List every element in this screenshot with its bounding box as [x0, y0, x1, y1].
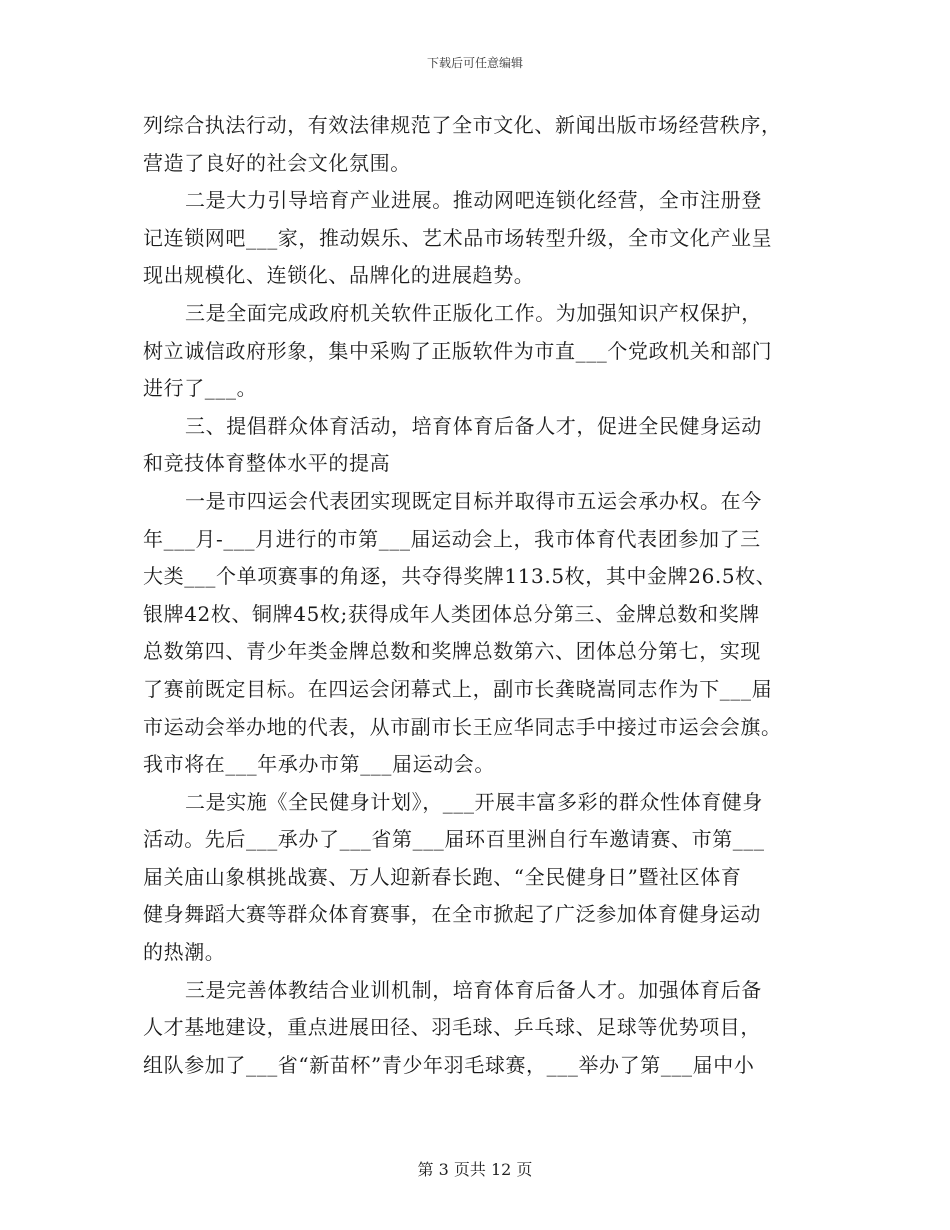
text-line: 一是市四运会代表团实现既定目标并取得市五运会承办权。在今: [185, 488, 762, 513]
page-number: 第 3 页共 12 页: [417, 1160, 533, 1179]
text-line: 二是实施《全民健身计划》，___开展丰富多彩的群众性体育健身: [185, 789, 763, 814]
text-line: 进行了___。: [143, 376, 258, 401]
text-line: 人才基地建设，重点进展田径、羽毛球、乒乓球、足球等优势项目，: [143, 1015, 761, 1040]
text-line: 银牌42枚、铜牌45枚;获得成年人类团体总分第三、金牌总数和奖牌: [143, 601, 760, 626]
section-heading-line: 三、提倡群众体育活动，培育体育后备人才，促进全民健身运动: [185, 413, 762, 438]
text-line: 现出规模化、连锁化、品牌化的进展趋势。: [143, 263, 535, 288]
text-line: 三是完善体教结合业训机制，培育体育后备人才。加强体育后备: [185, 977, 762, 1002]
text-line: 总数第四、青少年类金牌总数和奖牌总数第六、团体总分第七，实现: [143, 639, 761, 664]
text-line: 我市将在___年承办市第___届运动会。: [143, 752, 495, 777]
text-line: 年___月-___月进行的市第___届运动会上，我市体育代表团参加了三: [143, 526, 761, 551]
text-line: 营造了良好的社会文化氛围。: [143, 150, 411, 175]
section-heading-line: 和竞技体育整体水平的提高: [143, 451, 391, 476]
text-line: 活动。先后___承办了___省第___届环百里洲自行车邀请赛、市第___: [143, 827, 765, 852]
text-line: 的热潮。: [143, 940, 226, 965]
text-line: 三是全面完成政府机关软件正版化工作。为加强知识产权保护，: [185, 300, 762, 325]
text-line: 树立诚信政府形象，集中采购了正版软件为市直___个党政机关和部门: [143, 338, 773, 363]
text-line: 市运动会举办地的代表，从市副市长王应华同志手中接过市运会会旗。: [143, 714, 782, 739]
page-header: 下载后可任意编辑: [426, 56, 523, 70]
text-line: 组队参加了___省“新苗杯”青少年羽毛球赛，___举办了第___届中小: [143, 1052, 755, 1077]
text-line: 届关庙山象棋挑战赛、万人迎新春长跑、“全民健身日”暨社区体育: [143, 864, 742, 889]
text-line: 大类___个单项赛事的角逐，共夺得奖牌113.5枚，其中金牌26.5枚、: [143, 564, 777, 589]
text-line: 二是大力引导培育产业进展。推动网吧连锁化经营，全市注册登: [185, 188, 762, 213]
text-line: 记连锁网吧___家，推动娱乐、艺术品市场转型升级，全市文化产业呈: [143, 225, 773, 250]
text-line: 列综合执法行动，有效法律规范了全市文化、新闻出版市场经营秩序，: [143, 113, 782, 137]
text-line: 了赛前既定目标。在四运会闭幕式上，副市长龚晓嵩同志作为下___届: [143, 676, 773, 701]
text-line: 健身舞蹈大赛等群众体育赛事，在全市掀起了广泛参加体育健身运动: [143, 902, 761, 927]
document-body: [143, 107, 809, 1084]
